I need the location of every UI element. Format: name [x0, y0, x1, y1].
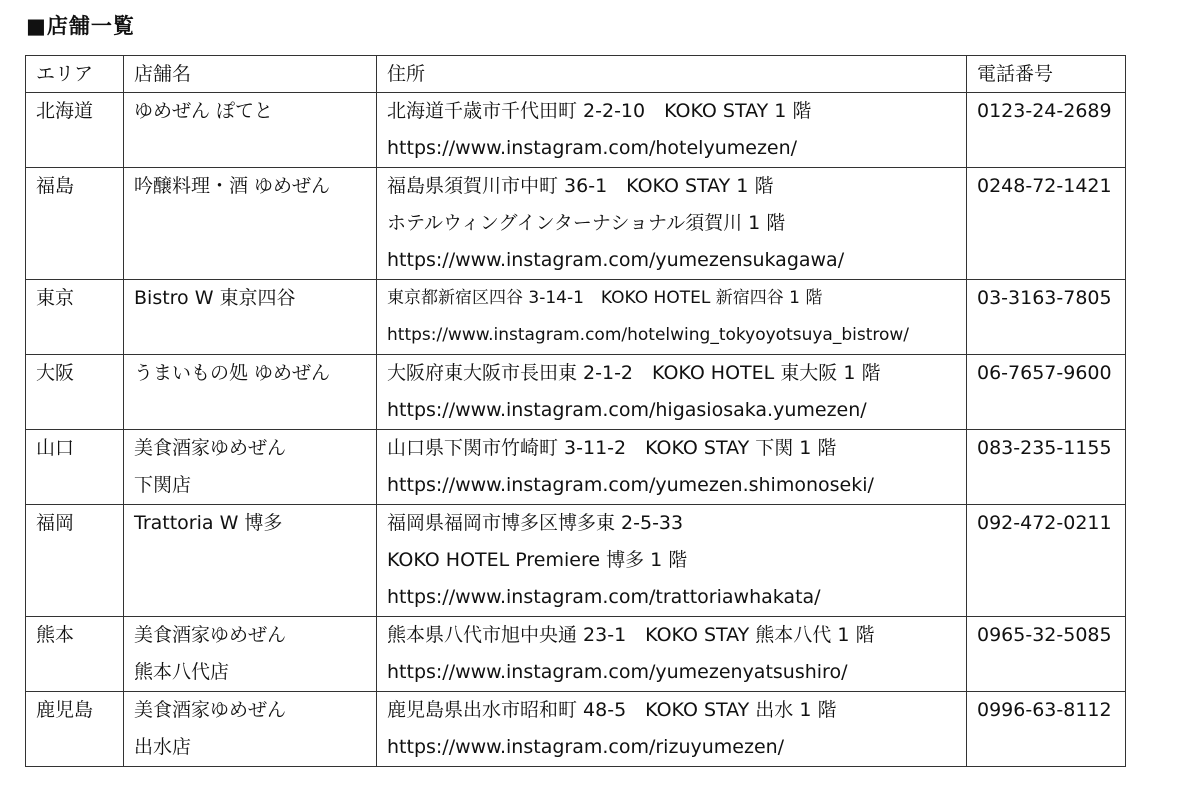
- address-line: 福岡県福岡市博多区博多東 2-5-33: [387, 512, 684, 534]
- instagram-url: https://www.instagram.com/rizuyumezen/: [387, 736, 785, 758]
- address-line: 大阪府東大阪市長田東 2-1-2 KOKO HOTEL 東大阪 1 階: [387, 362, 881, 384]
- header-phone: 電話番号: [967, 56, 1126, 93]
- table-row: [26, 93, 1126, 168]
- cell-address: [377, 430, 967, 505]
- cell-address: [377, 93, 967, 168]
- table-row: [26, 692, 1126, 767]
- cell-phone: 0965-32-5085: [967, 617, 1126, 692]
- store-name-line: 吟醸料理・酒 ゆめぜん: [134, 175, 331, 197]
- cell-area: 北海道: [26, 93, 124, 168]
- store-name-line: 美食酒家ゆめぜん: [134, 699, 287, 721]
- instagram-url: https://www.instagram.com/yumezensukagawa/: [387, 249, 845, 271]
- table-row: [26, 617, 1126, 692]
- address-line: 鹿児島県出水市昭和町 48-5 KOKO STAY 出水 1 階: [387, 699, 837, 721]
- address-line: ホテルウィングインターナショナル須賀川 1 階: [387, 212, 786, 234]
- cell-store-name: [124, 617, 377, 692]
- store-name-line: 出水店: [134, 736, 192, 758]
- cell-area: 大阪: [26, 355, 124, 430]
- cell-address: [377, 617, 967, 692]
- store-name-line: 熊本八代店: [134, 661, 230, 683]
- cell-store-name: [124, 430, 377, 505]
- table-row: [26, 355, 1126, 430]
- header-address: 住所: [377, 56, 967, 93]
- instagram-url: https://www.instagram.com/higasiosaka.yumezen/: [387, 399, 867, 421]
- store-name-line: うまいもの処 ゆめぜん: [134, 362, 331, 384]
- cell-phone: 06-7657-9600: [967, 355, 1126, 430]
- cell-store-name: [124, 280, 377, 355]
- cell-phone: 0996-63-8112: [967, 692, 1126, 767]
- header-area: エリア: [26, 56, 124, 93]
- instagram-url: https://www.instagram.com/yumezen.shimonoseki/: [387, 474, 874, 496]
- cell-address: [377, 692, 967, 767]
- address-line: 東京都新宿区四谷 3-14-1 KOKO HOTEL 新宿四谷 1 階: [387, 288, 823, 308]
- cell-area: 福岡: [26, 505, 124, 617]
- store-name-line: Bistro W 東京四谷: [134, 287, 296, 309]
- cell-area: 山口: [26, 430, 124, 505]
- address-line: 熊本県八代市旭中央通 23-1 KOKO STAY 熊本八代 1 階: [387, 624, 875, 646]
- instagram-url: https://www.instagram.com/yumezenyatsushiro/: [387, 661, 848, 683]
- cell-area: 熊本: [26, 617, 124, 692]
- header-store-name: 店舗名: [124, 56, 377, 93]
- table-row: [26, 430, 1126, 505]
- cell-phone: 083-235-1155: [967, 430, 1126, 505]
- store-name-line: Trattoria W 博多: [134, 512, 283, 534]
- instagram-url: https://www.instagram.com/trattoriawhakata/: [387, 586, 821, 608]
- instagram-url: https://www.instagram.com/hotelyumezen/: [387, 137, 798, 159]
- cell-area: 鹿児島: [26, 692, 124, 767]
- cell-phone: 0123-24-2689: [967, 93, 1126, 168]
- cell-area: 東京: [26, 280, 124, 355]
- cell-phone: 092-472-0211: [967, 505, 1126, 617]
- instagram-url: https://www.instagram.com/hotelwing_tokyoyotsuya_bistrow/: [387, 325, 910, 345]
- cell-store-name: [124, 168, 377, 280]
- cell-store-name: [124, 93, 377, 168]
- store-name-line: 美食酒家ゆめぜん: [134, 437, 287, 459]
- cell-phone: 0248-72-1421: [967, 168, 1126, 280]
- address-line: 福島県須賀川市中町 36-1 KOKO STAY 1 階: [387, 175, 774, 197]
- store-name-line: 下関店: [134, 474, 192, 496]
- cell-address: [377, 505, 967, 617]
- cell-phone: 03-3163-7805: [967, 280, 1126, 355]
- cell-address: [377, 168, 967, 280]
- cell-store-name: [124, 692, 377, 767]
- table-row: [26, 505, 1126, 617]
- cell-store-name: [124, 355, 377, 430]
- cell-store-name: [124, 505, 377, 617]
- table-row: [26, 280, 1126, 355]
- store-name-line: 美食酒家ゆめぜん: [134, 624, 287, 646]
- store-name-line: ゆめぜん ぽてと: [134, 100, 274, 122]
- address-line: KOKO HOTEL Premiere 博多 1 階: [387, 549, 688, 571]
- store-list-table: [25, 55, 1126, 767]
- page-title: ■店舗一覧: [26, 14, 135, 38]
- cell-address: [377, 280, 967, 355]
- table-header-row: [26, 56, 1126, 93]
- table-row: [26, 168, 1126, 280]
- cell-area: 福島: [26, 168, 124, 280]
- address-line: 北海道千歳市千代田町 2-2-10 KOKO STAY 1 階: [387, 100, 812, 122]
- cell-address: [377, 355, 967, 430]
- address-line: 山口県下関市竹崎町 3-11-2 KOKO STAY 下関 1 階: [387, 437, 837, 459]
